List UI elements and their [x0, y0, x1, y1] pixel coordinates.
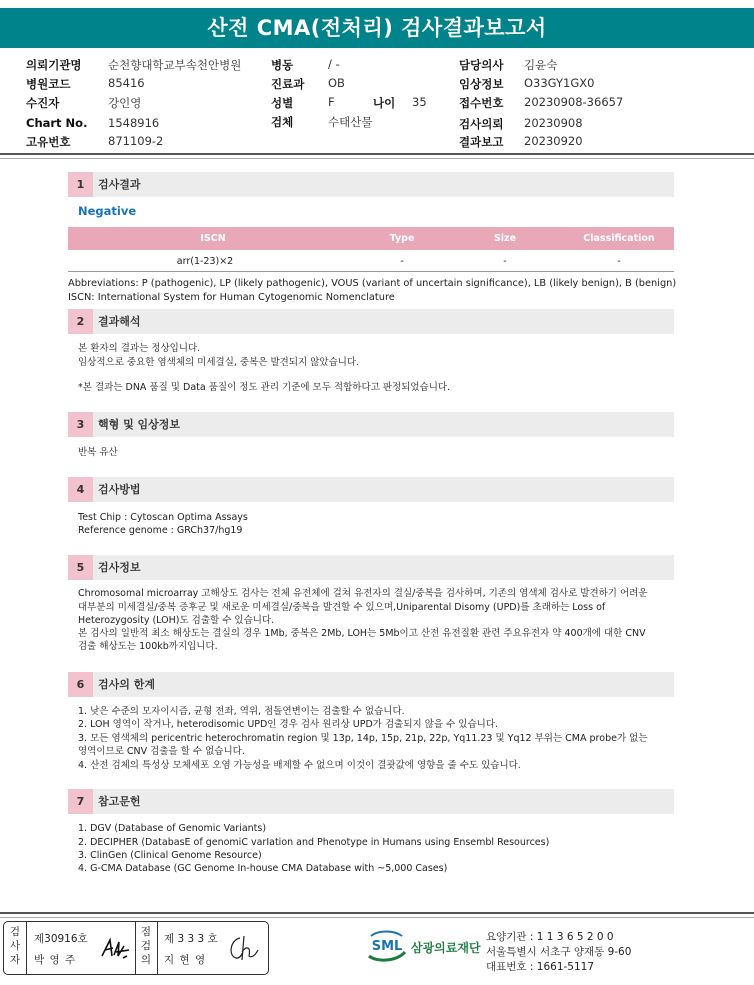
- table-cell: arr(1-23)×2: [176, 256, 234, 267]
- section-header: [68, 789, 674, 814]
- section-title: 검사정보: [98, 561, 141, 574]
- section-number: 2: [68, 309, 93, 334]
- section-header: [68, 555, 674, 580]
- limitation-item: 1. 낮은 수준의 모자이시즘, 균형 전좌, 역위, 점돌연변이는 검출할 수 없습니다.: [78, 706, 405, 717]
- section-title: 검사결과: [98, 178, 141, 191]
- info-value: 871109-2: [108, 134, 164, 148]
- table-cell: -: [400, 256, 404, 267]
- section-header: [68, 477, 674, 502]
- sml-logo-icon: [366, 928, 408, 964]
- reviewer-license: 제 3 3 3 호: [164, 933, 218, 945]
- section-header: [68, 309, 674, 334]
- table-row: [68, 252, 674, 272]
- info-text: 검출 해상도는 100kb까지입니다.: [78, 641, 218, 652]
- section-title: 검사방법: [98, 483, 141, 496]
- reference-item: 4. G-CMA Database (GC Genome In-house CMA Database with ~5,000 Cases): [78, 863, 448, 874]
- report-title: 산전 CMA(전처리) 검사결과보고서: [0, 8, 754, 48]
- info-text: 대부분의 미세결실/중복 증후군 및 새로운 미세결실/중복을 발견할 수 있으며,Uniparental Disomy (UPD)를 초래하는 Loss of: [78, 602, 606, 613]
- section-number: 4: [68, 477, 93, 502]
- interpretation-text: 본 환자의 결과는 정상입니다.: [78, 343, 201, 354]
- column-header: Type: [389, 233, 415, 244]
- info-value: 20230920: [524, 134, 583, 148]
- interpretation-text: 임상적으로 중요한 염색체의 미세결실, 중복은 발견되지 않았습니다.: [78, 357, 360, 368]
- reviewer-signature: [224, 932, 262, 964]
- info-label: 검사의뢰: [459, 117, 504, 131]
- section-number: 3: [68, 412, 93, 437]
- info-value: 20230908-36657: [524, 95, 624, 109]
- info-label: 검체: [271, 115, 294, 129]
- info-value: 20230908: [524, 116, 583, 130]
- limitation-item: 2. LOH 영역이 작거나, heterodisomic UPD인 경우 검사 원리상 UPD가 검출되지 않을 수 있습니다.: [78, 719, 499, 730]
- abbreviations: [68, 277, 676, 304]
- info-label: 병원코드: [26, 77, 71, 91]
- interpretation-note: *본 결과는 DNA 품질 및 Data 품질이 정도 관리 기준에 모두 적합하다고 판정되었습니다.: [78, 382, 451, 393]
- section-header: [68, 672, 674, 697]
- method-text: Reference genome : GRCh37/hg19: [78, 525, 243, 536]
- svg-text:SML: SML: [371, 939, 403, 954]
- section-number: 1: [68, 172, 93, 197]
- info-label: 임상정보: [459, 77, 504, 91]
- signature-box: [3, 921, 269, 975]
- table-cell: -: [503, 256, 507, 267]
- abbreviation-line: Abbreviations: P (pathogenic), LP (likely pathogenic), VOUS (variant of uncertain significance), LB (likely benign), B (benign): [68, 278, 677, 289]
- section-header: [68, 172, 674, 197]
- info-value: 수태산물: [328, 115, 373, 129]
- column-header: Classification: [583, 233, 655, 244]
- info-value: / -: [328, 57, 340, 71]
- info-label: 고유번호: [26, 135, 71, 149]
- column-header: ISCN: [200, 233, 226, 244]
- info-label: 나이: [373, 96, 396, 110]
- section-title: 핵형 및 임상정보: [98, 418, 181, 431]
- info-label: 성별: [271, 96, 294, 110]
- org-phone: 대표번호 : 1661-5117: [486, 961, 595, 973]
- examiner-signature: [99, 934, 133, 964]
- org-code: 요양기관 : 1 1 3 6 5 2 0 0: [486, 931, 614, 943]
- result-table-header: [68, 227, 674, 250]
- clinical-info: 반복 유산: [78, 447, 118, 458]
- divider: [0, 153, 754, 155]
- section-title: 검사의 한계: [98, 678, 155, 691]
- limitation-item: 영역이므로 CNV 검출을 할 수 없습니다.: [78, 746, 245, 757]
- info-label: 담당의사: [459, 58, 504, 72]
- info-value: 순천향대학교부속천안병원: [108, 58, 242, 72]
- limitation-item: 4. 산전 검체의 특성상 모체세포 오염 가능성을 배제할 수 없으며 이것이 결괏값에 영향을 줄 수도 있습니다.: [78, 760, 521, 771]
- info-label: 결과보고: [459, 135, 504, 149]
- section-title: 결과해석: [98, 315, 141, 328]
- info-value: O33GY1GX0: [524, 76, 595, 90]
- info-label: 진료과: [271, 77, 305, 91]
- info-value: 35: [412, 95, 427, 109]
- info-text: 본 검사의 일반적 최소 해상도는 결실의 경우 1Mb, 중복은 2Mb, LOH는 5Mb이고 산전 유전질환 관련 주요유전자 약 400개에 대한 CNV: [78, 628, 646, 639]
- info-value: OB: [328, 76, 345, 90]
- examiner-name: 박 영 주: [34, 954, 77, 966]
- abbreviation-line: ISCN: International System for Human Cytogenomic Nomenclature: [68, 291, 395, 303]
- info-text: Chromosomal microarray 고해상도 검사는 전체 유전체에 걸쳐 유전자의 결실/중복을 검사하며, 기존의 염색체 검사로 발견하기 어려운: [78, 588, 648, 599]
- reviewer-name: 지 현 영: [164, 954, 207, 966]
- info-label: Chart No.: [26, 116, 88, 130]
- footer-divider: [0, 912, 754, 914]
- reference-item: 3. ClinGen (Clinical Genome Resource): [78, 850, 262, 861]
- reference-item: 2. DECIPHER (DatabasE of genomiC varIation and Phenotype in Humans using Ensembl Resources): [78, 837, 550, 848]
- org-name: 삼광의료재단: [411, 941, 481, 955]
- divider: [0, 158, 754, 159]
- result-status: Negative: [78, 204, 137, 218]
- info-value: F: [328, 95, 335, 109]
- section-title: 참고문헌: [98, 795, 141, 808]
- column-header: Size: [493, 233, 517, 244]
- info-text: Heterozygosity (LOH)도 검출할 수 있습니다.: [78, 615, 275, 626]
- section-number: 5: [68, 555, 93, 580]
- info-label: 접수번호: [459, 96, 504, 110]
- info-label: 의뢰기관명: [26, 58, 82, 72]
- info-label: 수진자: [26, 96, 60, 110]
- org-address: 서울특별시 서초구 양재동 9-60: [486, 946, 632, 958]
- section-number: 6: [68, 672, 93, 697]
- footer-divider: [0, 917, 754, 918]
- info-value: 김윤숙: [524, 58, 558, 72]
- info-value: 1548916: [108, 116, 160, 130]
- limitation-item: 3. 모든 염색체의 pericentric heterochromatin region 및 13p, 14p, 15p, 21p, 22p, Yq11.23 및 Yq12 부위는 CMA probe가 없는: [78, 733, 648, 744]
- method-text: Test Chip : Cytoscan Optima Assays: [78, 512, 248, 523]
- examiner-license: 제30916호: [34, 933, 88, 945]
- section-number: 7: [68, 789, 93, 814]
- info-value: 85416: [108, 76, 145, 90]
- info-value: 강인영: [108, 96, 142, 110]
- info-label: 병동: [271, 58, 294, 72]
- section-header: [68, 412, 674, 437]
- examiner-tag: 검 사 자: [9, 926, 21, 966]
- table-cell: -: [617, 256, 621, 267]
- reference-item: 1. DGV (Database of Genomic Variants): [78, 823, 267, 834]
- reviewer-tag: 점 검 의: [140, 926, 152, 966]
